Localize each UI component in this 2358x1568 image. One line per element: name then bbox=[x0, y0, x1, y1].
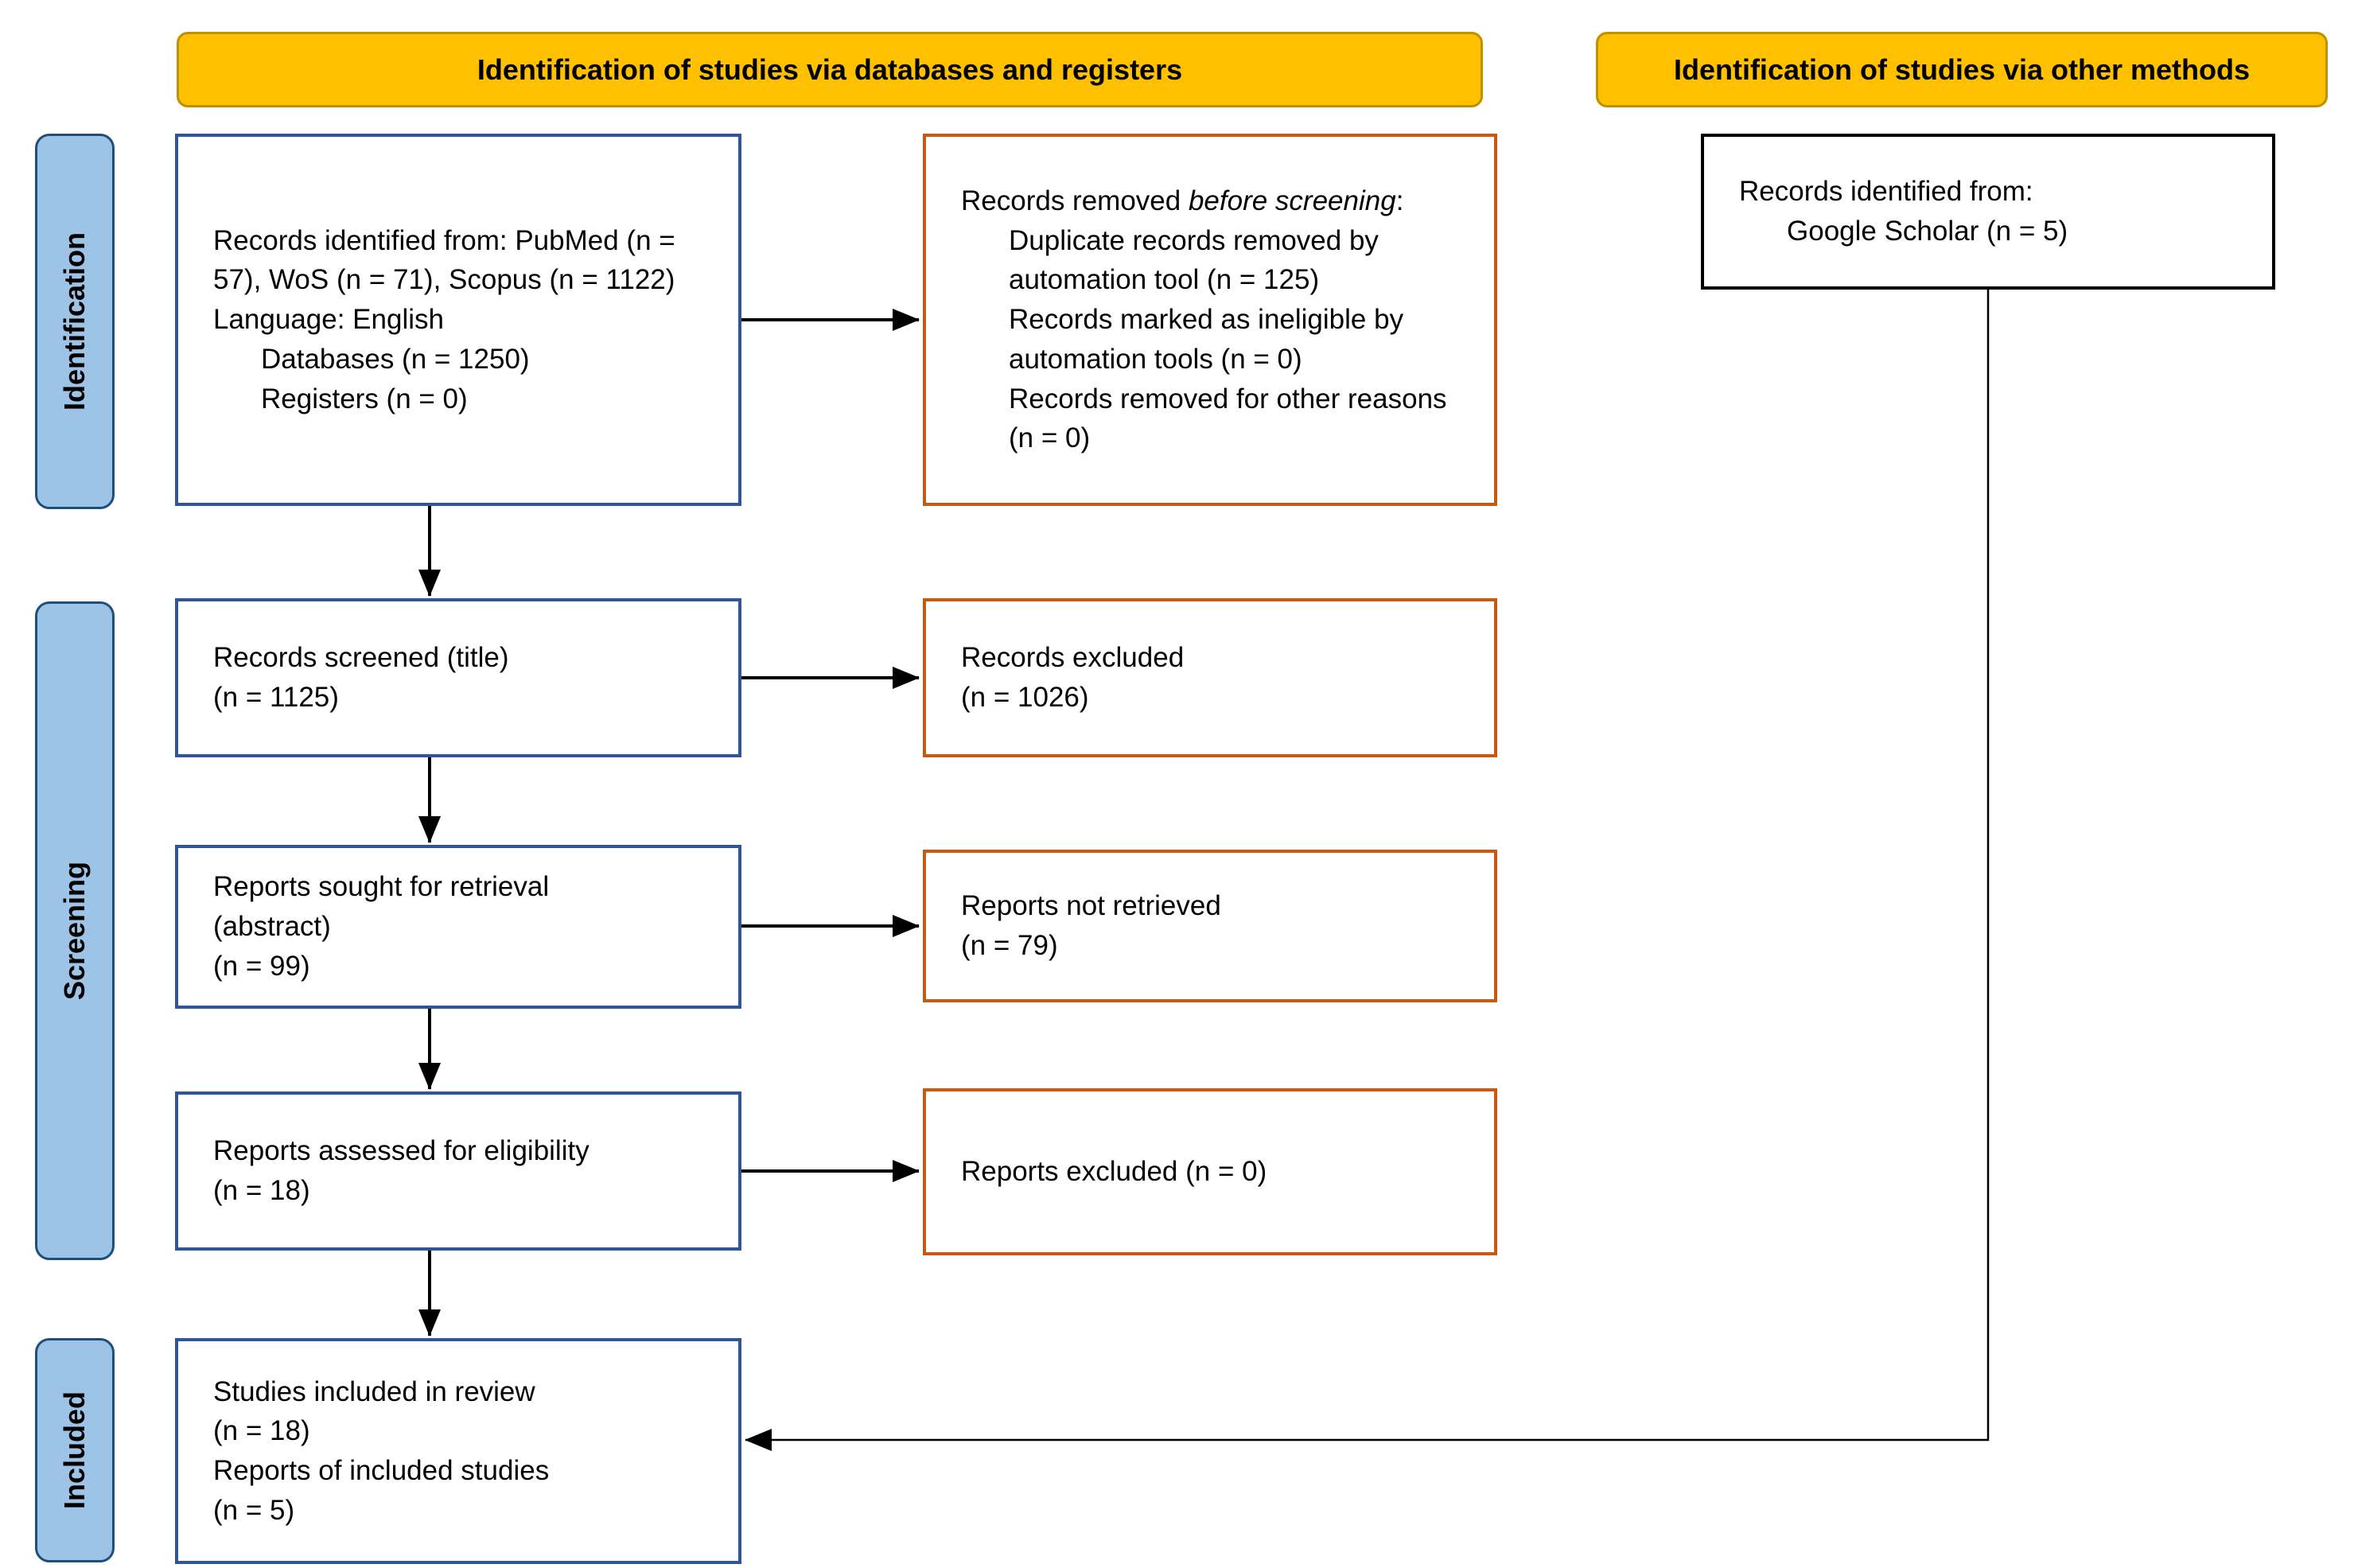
stage-included-label: Included bbox=[58, 1391, 91, 1510]
records-screened-box bbox=[175, 598, 741, 757]
stage-identification bbox=[35, 134, 115, 509]
studies-included-box bbox=[175, 1338, 741, 1564]
reports-sought-count: (n = 99) bbox=[213, 950, 310, 982]
records-screened-count: (n = 1125) bbox=[213, 682, 339, 713]
records-identified-sources: Records identified from: PubMed (n = 57), WoS (n = 71), Scopus (n = 1122) bbox=[213, 224, 675, 296]
header-databases-label: Identification of studies via databases and registers bbox=[477, 53, 1183, 86]
reports-not-retrieved-count: (n = 79) bbox=[961, 930, 1058, 961]
other-methods-records-box bbox=[1701, 134, 2275, 290]
reports-assessed-count: (n = 18) bbox=[213, 1175, 310, 1206]
studies-included-count: (n = 18) bbox=[213, 1415, 310, 1447]
records-removed-intro-prefix: Records removed bbox=[961, 185, 1189, 217]
reports-not-retrieved-box bbox=[923, 850, 1497, 1002]
reports-sought-abstract: (abstract) bbox=[213, 911, 331, 943]
stage-screening-label: Screening bbox=[58, 861, 91, 1001]
reports-assessed-label: Reports assessed for eligibility bbox=[213, 1135, 590, 1167]
other-records-source: Google Scholar (n = 5) bbox=[1787, 216, 2068, 247]
reports-excluded-box bbox=[923, 1088, 1497, 1255]
records-removed-ineligible: Records marked as ineligible by automation tools (n = 0) bbox=[1009, 304, 1404, 375]
records-removed-box bbox=[923, 134, 1497, 506]
records-removed-intro bbox=[961, 181, 1469, 221]
other-records-intro: Records identified from: bbox=[1739, 176, 2033, 208]
records-identified-databases: Databases (n = 1250) bbox=[261, 343, 530, 375]
records-identified-language: Language: English bbox=[213, 304, 444, 336]
records-screened-label: Records screened (title) bbox=[213, 642, 509, 674]
header-other-label: Identification of studies via other methods bbox=[1673, 53, 2251, 86]
records-excluded-box bbox=[923, 598, 1497, 757]
reports-included-count: (n = 5) bbox=[213, 1494, 295, 1526]
records-excluded-label: Records excluded bbox=[961, 642, 1185, 674]
reports-sought-label: Reports sought for retrieval bbox=[213, 871, 550, 903]
reports-included-label: Reports of included studies bbox=[213, 1455, 550, 1486]
header-other-methods bbox=[1596, 32, 2328, 107]
reports-excluded-label: Reports excluded (n = 0) bbox=[961, 1156, 1267, 1188]
stage-identification-label: Identification bbox=[58, 232, 91, 410]
reports-sought-box bbox=[175, 845, 741, 1009]
records-identified-registers: Registers (n = 0) bbox=[261, 383, 468, 414]
reports-assessed-box bbox=[175, 1091, 741, 1251]
records-removed-intro-suffix: : bbox=[1395, 185, 1404, 217]
records-removed-intro-italic: before screening bbox=[1188, 185, 1396, 217]
records-removed-duplicates: Duplicate records removed by automation tool (n = 125) bbox=[1009, 224, 1379, 296]
stage-screening bbox=[35, 601, 115, 1260]
studies-included-label: Studies included in review bbox=[213, 1375, 535, 1407]
stage-included bbox=[35, 1338, 115, 1562]
records-excluded-count: (n = 1026) bbox=[961, 682, 1089, 713]
records-identified-box bbox=[175, 134, 741, 506]
reports-not-retrieved-label: Reports not retrieved bbox=[961, 890, 1221, 922]
records-removed-other-reasons: Records removed for other reasons (n = 0) bbox=[1009, 383, 1447, 454]
header-databases-registers bbox=[177, 32, 1483, 107]
